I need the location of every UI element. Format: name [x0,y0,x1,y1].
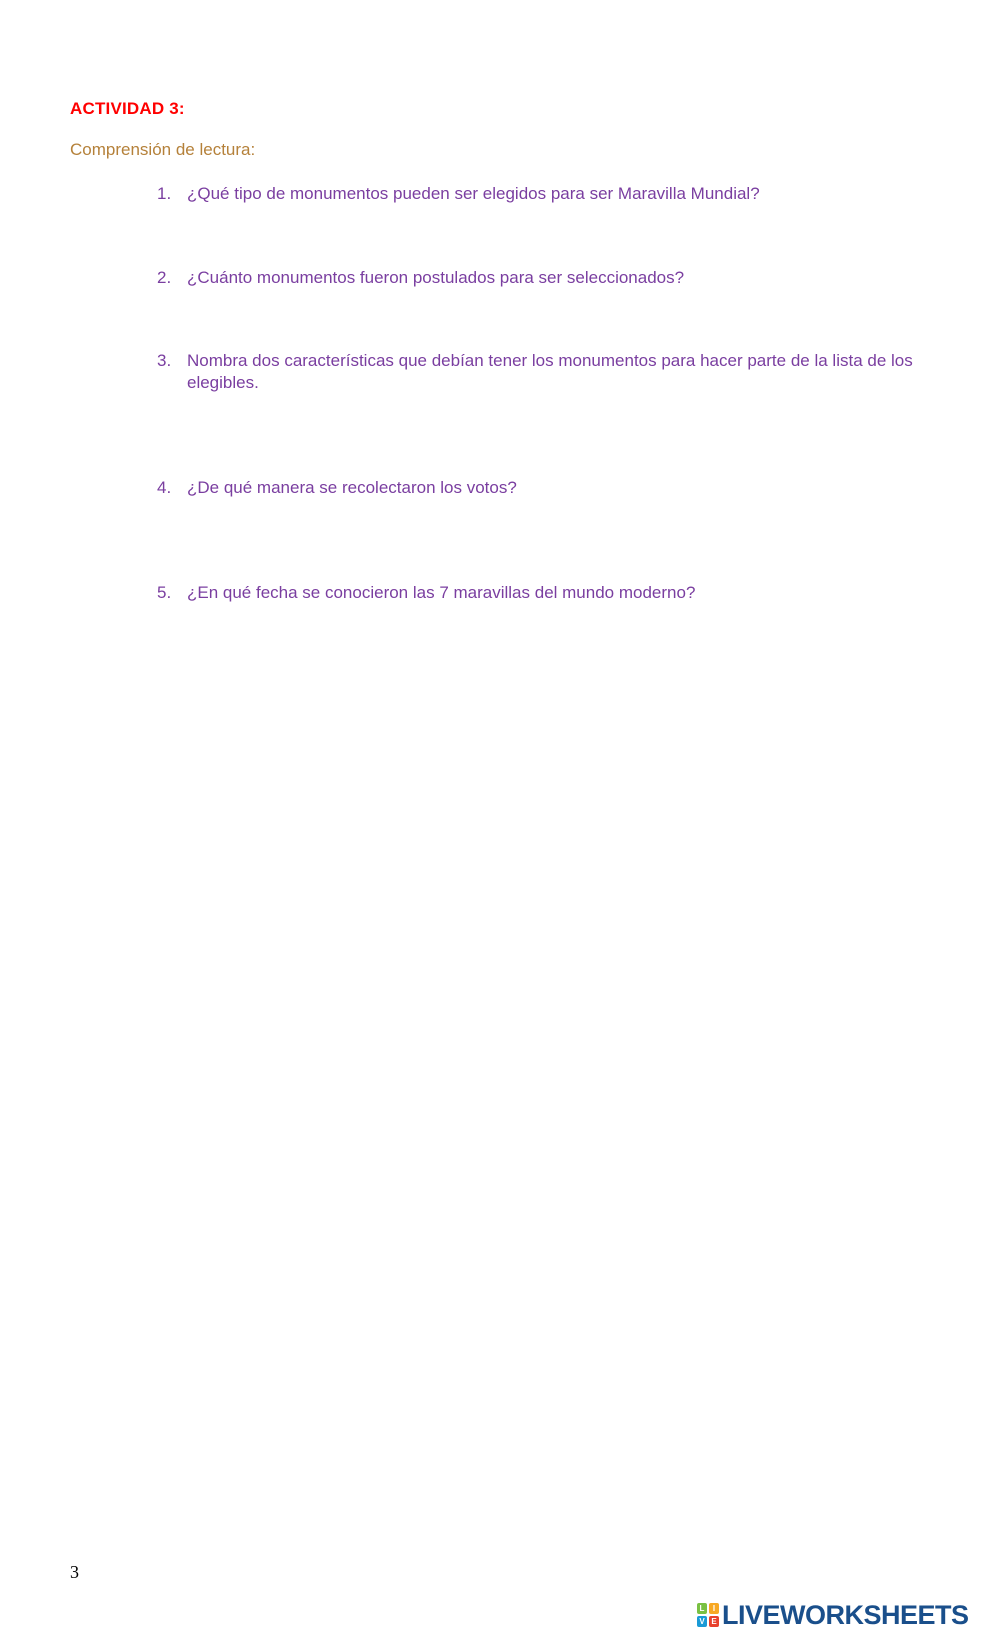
liveworksheets-brand[interactable] [697,1600,969,1630]
question-number: 2. [157,268,172,287]
question-item [157,267,927,289]
question-item [157,582,927,604]
question-number: 3. [157,351,172,370]
question-text: ¿Qué tipo de monumentos pueden ser elegidos para ser Maravilla Mundial? [187,184,760,203]
question-text: ¿Cuánto monumentos fueron postulados para ser seleccionados? [187,268,685,287]
activity-title: ACTIVIDAD 3: [70,99,185,118]
question-item [157,183,927,205]
question-text: ¿De qué manera se recolectaron los votos? [187,478,517,497]
question-text: Nombra dos características que debían tener los monumentos para hacer parte de la lista de los elegibles. [187,351,913,392]
brand-name: LIVEWORKSHEETS [722,1599,969,1630]
question-number: 5. [157,583,172,602]
question-number: 1. [157,184,172,203]
question-item [157,477,927,499]
activity-subtitle: Comprensión de lectura: [70,140,256,159]
question-text: ¿En qué fecha se conocieron las 7 maravillas del mundo moderno? [187,583,696,602]
logo-letter: I [709,1603,719,1614]
logo-letter: L [697,1603,707,1614]
page-number: 3 [70,1562,79,1582]
question-item [157,350,927,394]
liveworksheets-logo-icon [697,1603,719,1627]
logo-letter: V [697,1616,707,1627]
question-number: 4. [157,478,172,497]
logo-letter: E [709,1616,719,1627]
